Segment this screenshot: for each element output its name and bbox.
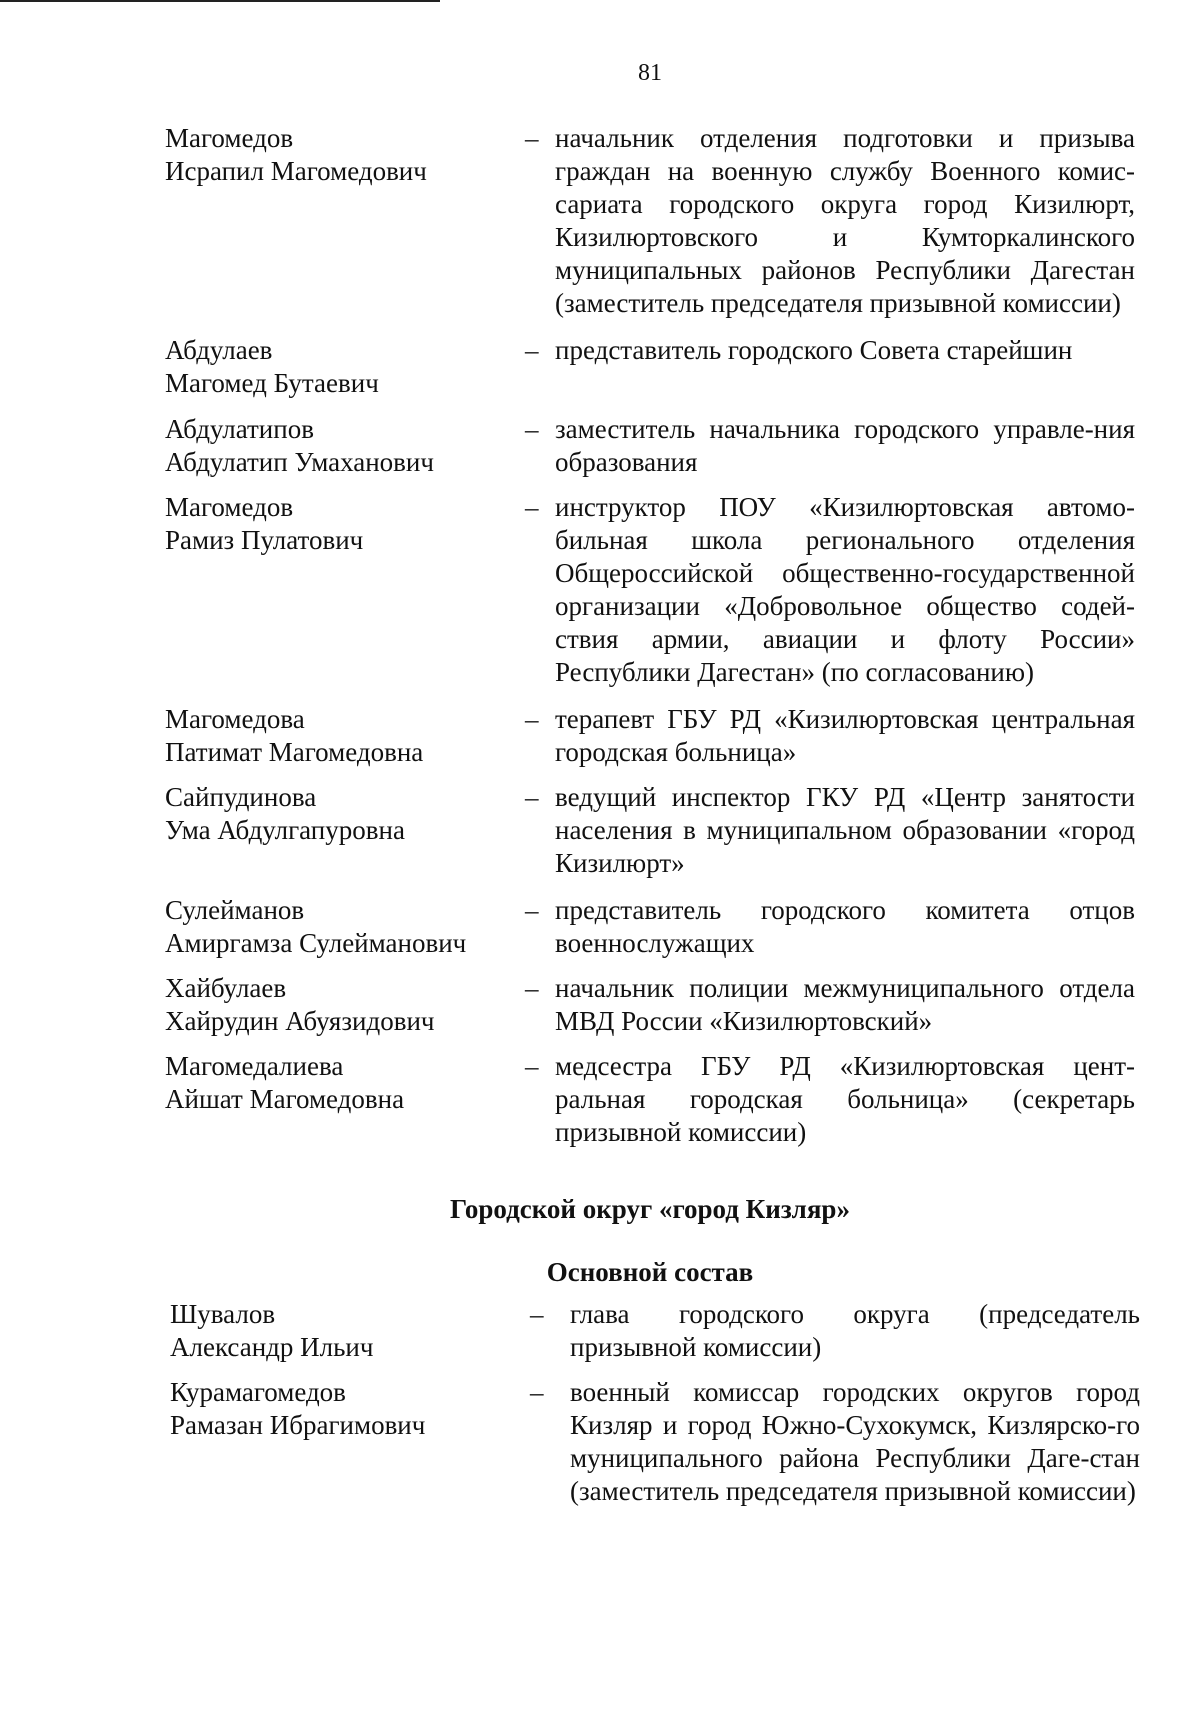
member-surname: Курамагомедов bbox=[170, 1377, 346, 1407]
member-name bbox=[170, 1376, 530, 1508]
dash: – bbox=[525, 414, 539, 444]
member-surname: Хайбулаев bbox=[165, 973, 287, 1003]
member-entry bbox=[165, 781, 1135, 880]
member-entry bbox=[165, 413, 1135, 479]
member-given-name: Хайрудин Абуязидович bbox=[165, 1006, 435, 1036]
member-given-name: Айшат Магомедовна bbox=[165, 1084, 405, 1114]
dash: – bbox=[525, 895, 539, 925]
member-name bbox=[165, 334, 525, 400]
member-given-name: Абдулатип Умаханович bbox=[165, 447, 434, 477]
member-given-name: Рамиз Пулатович bbox=[165, 525, 364, 555]
member-entry bbox=[165, 894, 1135, 960]
member-entry bbox=[165, 491, 1135, 689]
dash: – bbox=[525, 782, 539, 812]
scan-edge-line bbox=[0, 0, 440, 2]
member-name bbox=[165, 703, 525, 769]
member-given-name: Амиргамза Сулейманович bbox=[165, 928, 467, 958]
member-entry bbox=[165, 1050, 1135, 1149]
member-role: глава городского округа (председатель призывной комиссии) bbox=[570, 1299, 1140, 1362]
member-given-name: Исрапил Магомедович bbox=[165, 156, 427, 186]
member-given-name: Патимат Магомедовна bbox=[165, 737, 424, 767]
member-surname: Магомедов bbox=[165, 123, 294, 153]
dash: – bbox=[530, 1299, 544, 1329]
member-role: военный комиссар городских округов город Кизляр и город Южно-Сухокумск, Кизлярско-го муниципального района Республики Даге-стан (заместитель председателя призывной комиссии) bbox=[570, 1377, 1140, 1506]
page-number: 81 bbox=[638, 60, 662, 86]
member-surname: Магомедова bbox=[165, 704, 305, 734]
member-entry bbox=[165, 703, 1135, 769]
member-surname: Магомедов bbox=[165, 492, 294, 522]
member-role: терапевт ГБУ РД «Кизилюртовская центральная городская больница» bbox=[555, 704, 1135, 767]
member-name bbox=[170, 1298, 530, 1364]
member-role: представитель городского Совета старейшин bbox=[555, 335, 1073, 365]
member-role: начальник отделения подготовки и призыва граждан на военную службу Военного комис-сариата городского округа город Кизилюрт, Кизилюртовского и Кумторкалинского муниципальных районов Республики Дагестан (заместитель председателя призывной комиссии) bbox=[555, 123, 1135, 318]
member-entry bbox=[165, 122, 1135, 320]
member-name bbox=[165, 122, 525, 320]
member-entry bbox=[165, 334, 1135, 400]
member-name bbox=[165, 894, 525, 960]
section-title: Городской округ «город Кизляр» bbox=[450, 1194, 850, 1224]
member-surname: Сайпудинова bbox=[165, 782, 317, 812]
member-given-name: Александр Ильич bbox=[170, 1332, 374, 1362]
member-surname: Абдулатипов bbox=[165, 414, 314, 444]
dash: – bbox=[530, 1377, 544, 1407]
member-surname: Шувалов bbox=[170, 1299, 276, 1329]
members-list-top bbox=[165, 122, 1135, 1289]
members-list-bottom bbox=[170, 1298, 1140, 1508]
member-name bbox=[165, 413, 525, 479]
member-role: инструктор ПОУ «Кизилюртовская автомо-бильная школа регионального отделения Общероссийской общественно-государственной организации «Добровольное общество содей-ствия армии, авиации и флоту России» Республики Дагестан» (по согласованию) bbox=[555, 492, 1135, 687]
member-role: медсестра ГБУ РД «Кизилюртовская цент-ральная городская больница» (секретарь призывной комиссии) bbox=[555, 1051, 1135, 1147]
dash: – bbox=[525, 1051, 539, 1081]
dash: – bbox=[525, 492, 539, 522]
member-name bbox=[165, 972, 525, 1038]
dash: – bbox=[525, 973, 539, 1003]
member-surname: Абдулаев bbox=[165, 335, 273, 365]
dash: – bbox=[525, 335, 539, 365]
member-entry bbox=[165, 972, 1135, 1038]
member-role: начальник полиции межмуниципального отдела МВД России «Кизилюртовский» bbox=[555, 973, 1135, 1036]
member-role: заместитель начальника городского управле-ния образования bbox=[555, 414, 1135, 477]
member-given-name: Рамазан Ибрагимович bbox=[170, 1410, 426, 1440]
dash: – bbox=[525, 704, 539, 734]
member-surname: Магомедалиева bbox=[165, 1051, 344, 1081]
member-name bbox=[165, 1050, 525, 1149]
dash: – bbox=[525, 123, 539, 153]
member-name bbox=[165, 491, 525, 689]
subsection-title: Основной состав bbox=[546, 1257, 754, 1287]
member-entry bbox=[170, 1298, 1140, 1364]
member-role: ведущий инспектор ГКУ РД «Центр занятости населения в муниципальном образовании «город Кизилюрт» bbox=[555, 782, 1135, 878]
member-name bbox=[165, 781, 525, 880]
member-role: представитель городского комитета отцов военнослужащих bbox=[555, 895, 1135, 958]
member-entry bbox=[170, 1376, 1140, 1508]
member-given-name: Ума Абдулгапуровна bbox=[165, 815, 405, 845]
member-given-name: Магомед Бутаевич bbox=[165, 368, 379, 398]
member-surname: Сулейманов bbox=[165, 895, 305, 925]
